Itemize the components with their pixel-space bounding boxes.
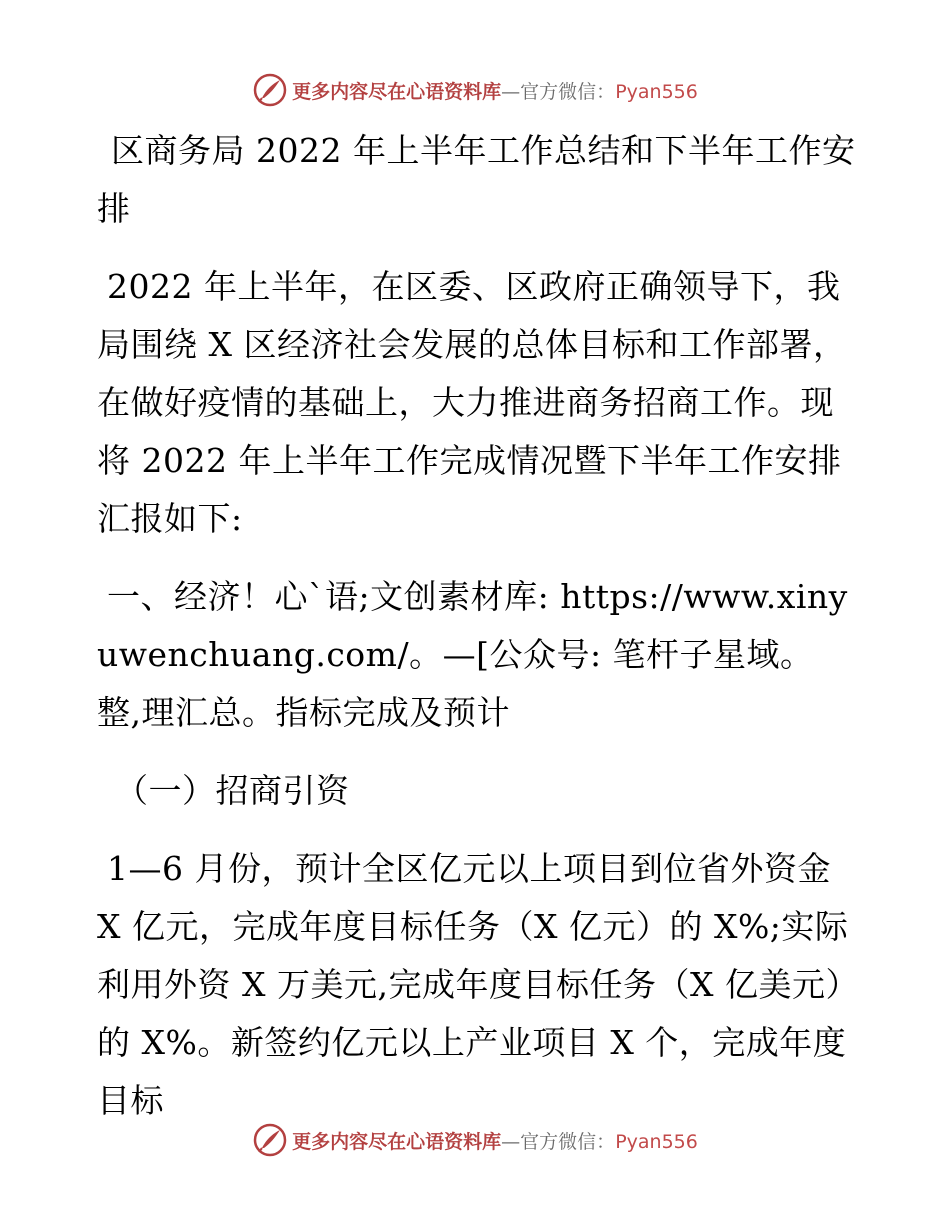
document-body <box>97 122 857 1130</box>
feather-pen-logo-icon <box>252 1122 288 1158</box>
document-title: 区商务局 2022 年上半年工作总结和下半年工作安排 <box>97 131 856 228</box>
feather-pen-logo-icon <box>252 72 288 108</box>
footer-banner-main: 更多内容尽在心语资料库 <box>292 1130 502 1153</box>
footer-banner-sep: — <box>501 1130 521 1153</box>
intro-paragraph: 2022 年上半年，在区委、区政府正确领导下，我局围绕 X 区经济社会发展的总体目标和工作部署，在做好疫情的基础上，大力推进商务招商工作。现将 2022 年上半年工作完成情况暨下半年工作安排汇报如下: <box>97 267 847 538</box>
header-banner-text <box>292 77 698 104</box>
header-banner-sep: — <box>501 80 521 103</box>
header-banner-main: 更多内容尽在心语资料库 <box>292 80 502 103</box>
header-banner-handle: Pyan556 <box>615 80 698 103</box>
footer-banner-handle: Pyan556 <box>615 1130 698 1153</box>
header-banner-official: 官方微信： <box>520 80 616 103</box>
header-banner <box>0 70 950 110</box>
subsection-heading: （一）招商引资 <box>115 771 350 810</box>
footer-banner <box>0 1120 950 1160</box>
footer-banner-official: 官方微信： <box>520 1130 616 1153</box>
body-paragraph: 1—6 月份，预计全区亿元以上项目到位省外资金 X 亿元，完成年度目标任务（X 亿元）的 X%;实际利用外资 X 万美元,完成年度目标任务（X 亿美元）的 X%。新签约亿元以上产业项目 X 个，完成年度目标 <box>97 849 849 1120</box>
footer-banner-text <box>292 1127 698 1154</box>
section-heading: 一、经济！心`语;文创素材库: https://www.xinyuwenchuang.com/。—[公众号: 笔杆子星域。整,理汇总。指标完成及预计 <box>97 577 848 732</box>
